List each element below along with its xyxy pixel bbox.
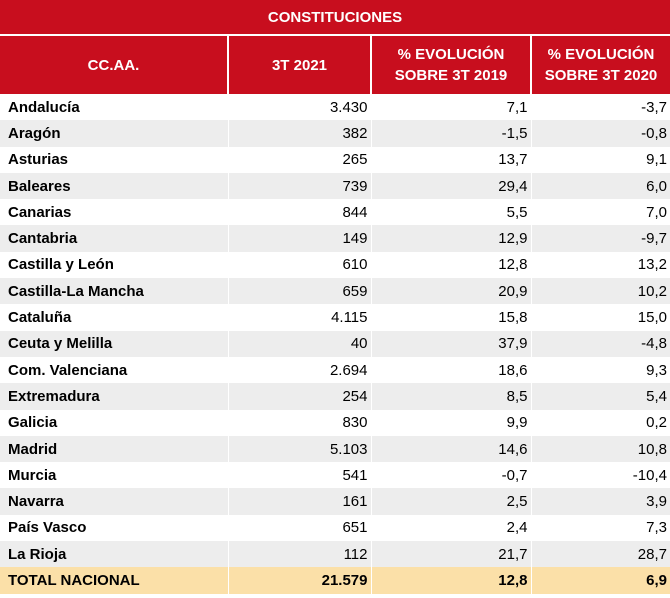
value-3t2021-cell: 161 [228,488,371,514]
value-3t2021-cell: 265 [228,147,371,173]
value-3t2021-cell: 844 [228,199,371,225]
region-cell: Cantabria [0,225,228,251]
region-cell: La Rioja [0,541,228,567]
region-cell: Aragón [0,120,228,146]
evo-2019-cell: 14,6 [371,436,531,462]
total-row [0,567,670,594]
region-cell: Asturias [0,147,228,173]
table-row [0,436,670,462]
value-3t2021-cell: 651 [228,515,371,541]
evo-2020-cell: -3,7 [531,94,670,120]
table-row [0,120,670,146]
header-row [0,36,670,94]
evo-2020-cell: 9,3 [531,357,670,383]
evo-2019-cell: 18,6 [371,357,531,383]
table-row [0,147,670,173]
region-cell: Castilla y León [0,252,228,278]
table-row [0,225,670,251]
value-3t2021-cell: 4.115 [228,304,371,330]
header-ccaa: CC.AA. [0,36,228,94]
total-evo-2019-cell: 12,8 [371,567,531,594]
evo-2020-cell: 28,7 [531,541,670,567]
table-row [0,252,670,278]
evo-2020-cell: 7,0 [531,199,670,225]
table-row [0,173,670,199]
evo-2020-cell: -9,7 [531,225,670,251]
table-row [0,462,670,488]
evo-2020-cell: -4,8 [531,331,670,357]
value-3t2021-cell: 149 [228,225,371,251]
value-3t2021-cell: 3.430 [228,94,371,120]
evo-2019-cell: 12,9 [371,225,531,251]
value-3t2021-cell: 541 [228,462,371,488]
evo-2019-cell: 20,9 [371,278,531,304]
evo-2020-cell: 7,3 [531,515,670,541]
evo-2020-cell: 0,2 [531,410,670,436]
region-cell: Com. Valenciana [0,357,228,383]
table-row [0,199,670,225]
value-3t2021-cell: 830 [228,410,371,436]
evo-2020-cell: 15,0 [531,304,670,330]
header-3t2021: 3T 2021 [228,36,371,94]
evo-2020-cell: 3,9 [531,488,670,514]
total-value-3t2021-cell: 21.579 [228,567,371,594]
evo-2019-cell: 12,8 [371,252,531,278]
evo-2019-cell: 37,9 [371,331,531,357]
value-3t2021-cell: 5.103 [228,436,371,462]
table-row [0,278,670,304]
value-3t2021-cell: 659 [228,278,371,304]
region-cell: Cataluña [0,304,228,330]
evo-2020-cell: 6,0 [531,173,670,199]
region-cell: Castilla-La Mancha [0,278,228,304]
evo-2019-cell: 13,7 [371,147,531,173]
evo-2019-cell: 7,1 [371,94,531,120]
evo-2019-cell: 15,8 [371,304,531,330]
table-row [0,488,670,514]
evo-2019-cell: 2,5 [371,488,531,514]
evo-2020-cell: 13,2 [531,252,670,278]
region-cell: Galicia [0,410,228,436]
value-3t2021-cell: 739 [228,173,371,199]
region-cell: Madrid [0,436,228,462]
evo-2019-cell: 29,4 [371,173,531,199]
evo-2019-cell: 9,9 [371,410,531,436]
evo-2020-cell: 10,2 [531,278,670,304]
evo-2019-cell: 5,5 [371,199,531,225]
data-table [0,36,670,594]
value-3t2021-cell: 382 [228,120,371,146]
value-3t2021-cell: 254 [228,383,371,409]
evo-2020-cell: 5,4 [531,383,670,409]
table-row [0,94,670,120]
table-row [0,331,670,357]
region-cell: Andalucía [0,94,228,120]
region-cell: Navarra [0,488,228,514]
region-cell: Baleares [0,173,228,199]
value-3t2021-cell: 610 [228,252,371,278]
evo-2019-cell: 21,7 [371,541,531,567]
value-3t2021-cell: 40 [228,331,371,357]
table-row [0,383,670,409]
region-cell: Extremadura [0,383,228,409]
table-row [0,515,670,541]
evo-2020-cell: 10,8 [531,436,670,462]
region-cell: Ceuta y Melilla [0,331,228,357]
value-3t2021-cell: 2.694 [228,357,371,383]
table-row [0,357,670,383]
evo-2020-cell: -10,4 [531,462,670,488]
table-body [0,94,670,594]
table-row [0,410,670,436]
region-cell: Canarias [0,199,228,225]
table-row [0,541,670,567]
evo-2019-cell: 8,5 [371,383,531,409]
evo-2019-cell: -0,7 [371,462,531,488]
region-cell: País Vasco [0,515,228,541]
table-title: CONSTITUCIONES [0,0,670,36]
total-region-cell: TOTAL NACIONAL [0,567,228,594]
region-cell: Murcia [0,462,228,488]
total-evo-2020-cell: 6,9 [531,567,670,594]
header-evo-2019: % EVOLUCIÓN SOBRE 3T 2019 [371,36,531,94]
table-row [0,304,670,330]
evo-2020-cell: -0,8 [531,120,670,146]
evo-2020-cell: 9,1 [531,147,670,173]
evo-2019-cell: 2,4 [371,515,531,541]
evo-2019-cell: -1,5 [371,120,531,146]
value-3t2021-cell: 112 [228,541,371,567]
header-evo-2020: % EVOLUCIÓN SOBRE 3T 2020 [531,36,670,94]
